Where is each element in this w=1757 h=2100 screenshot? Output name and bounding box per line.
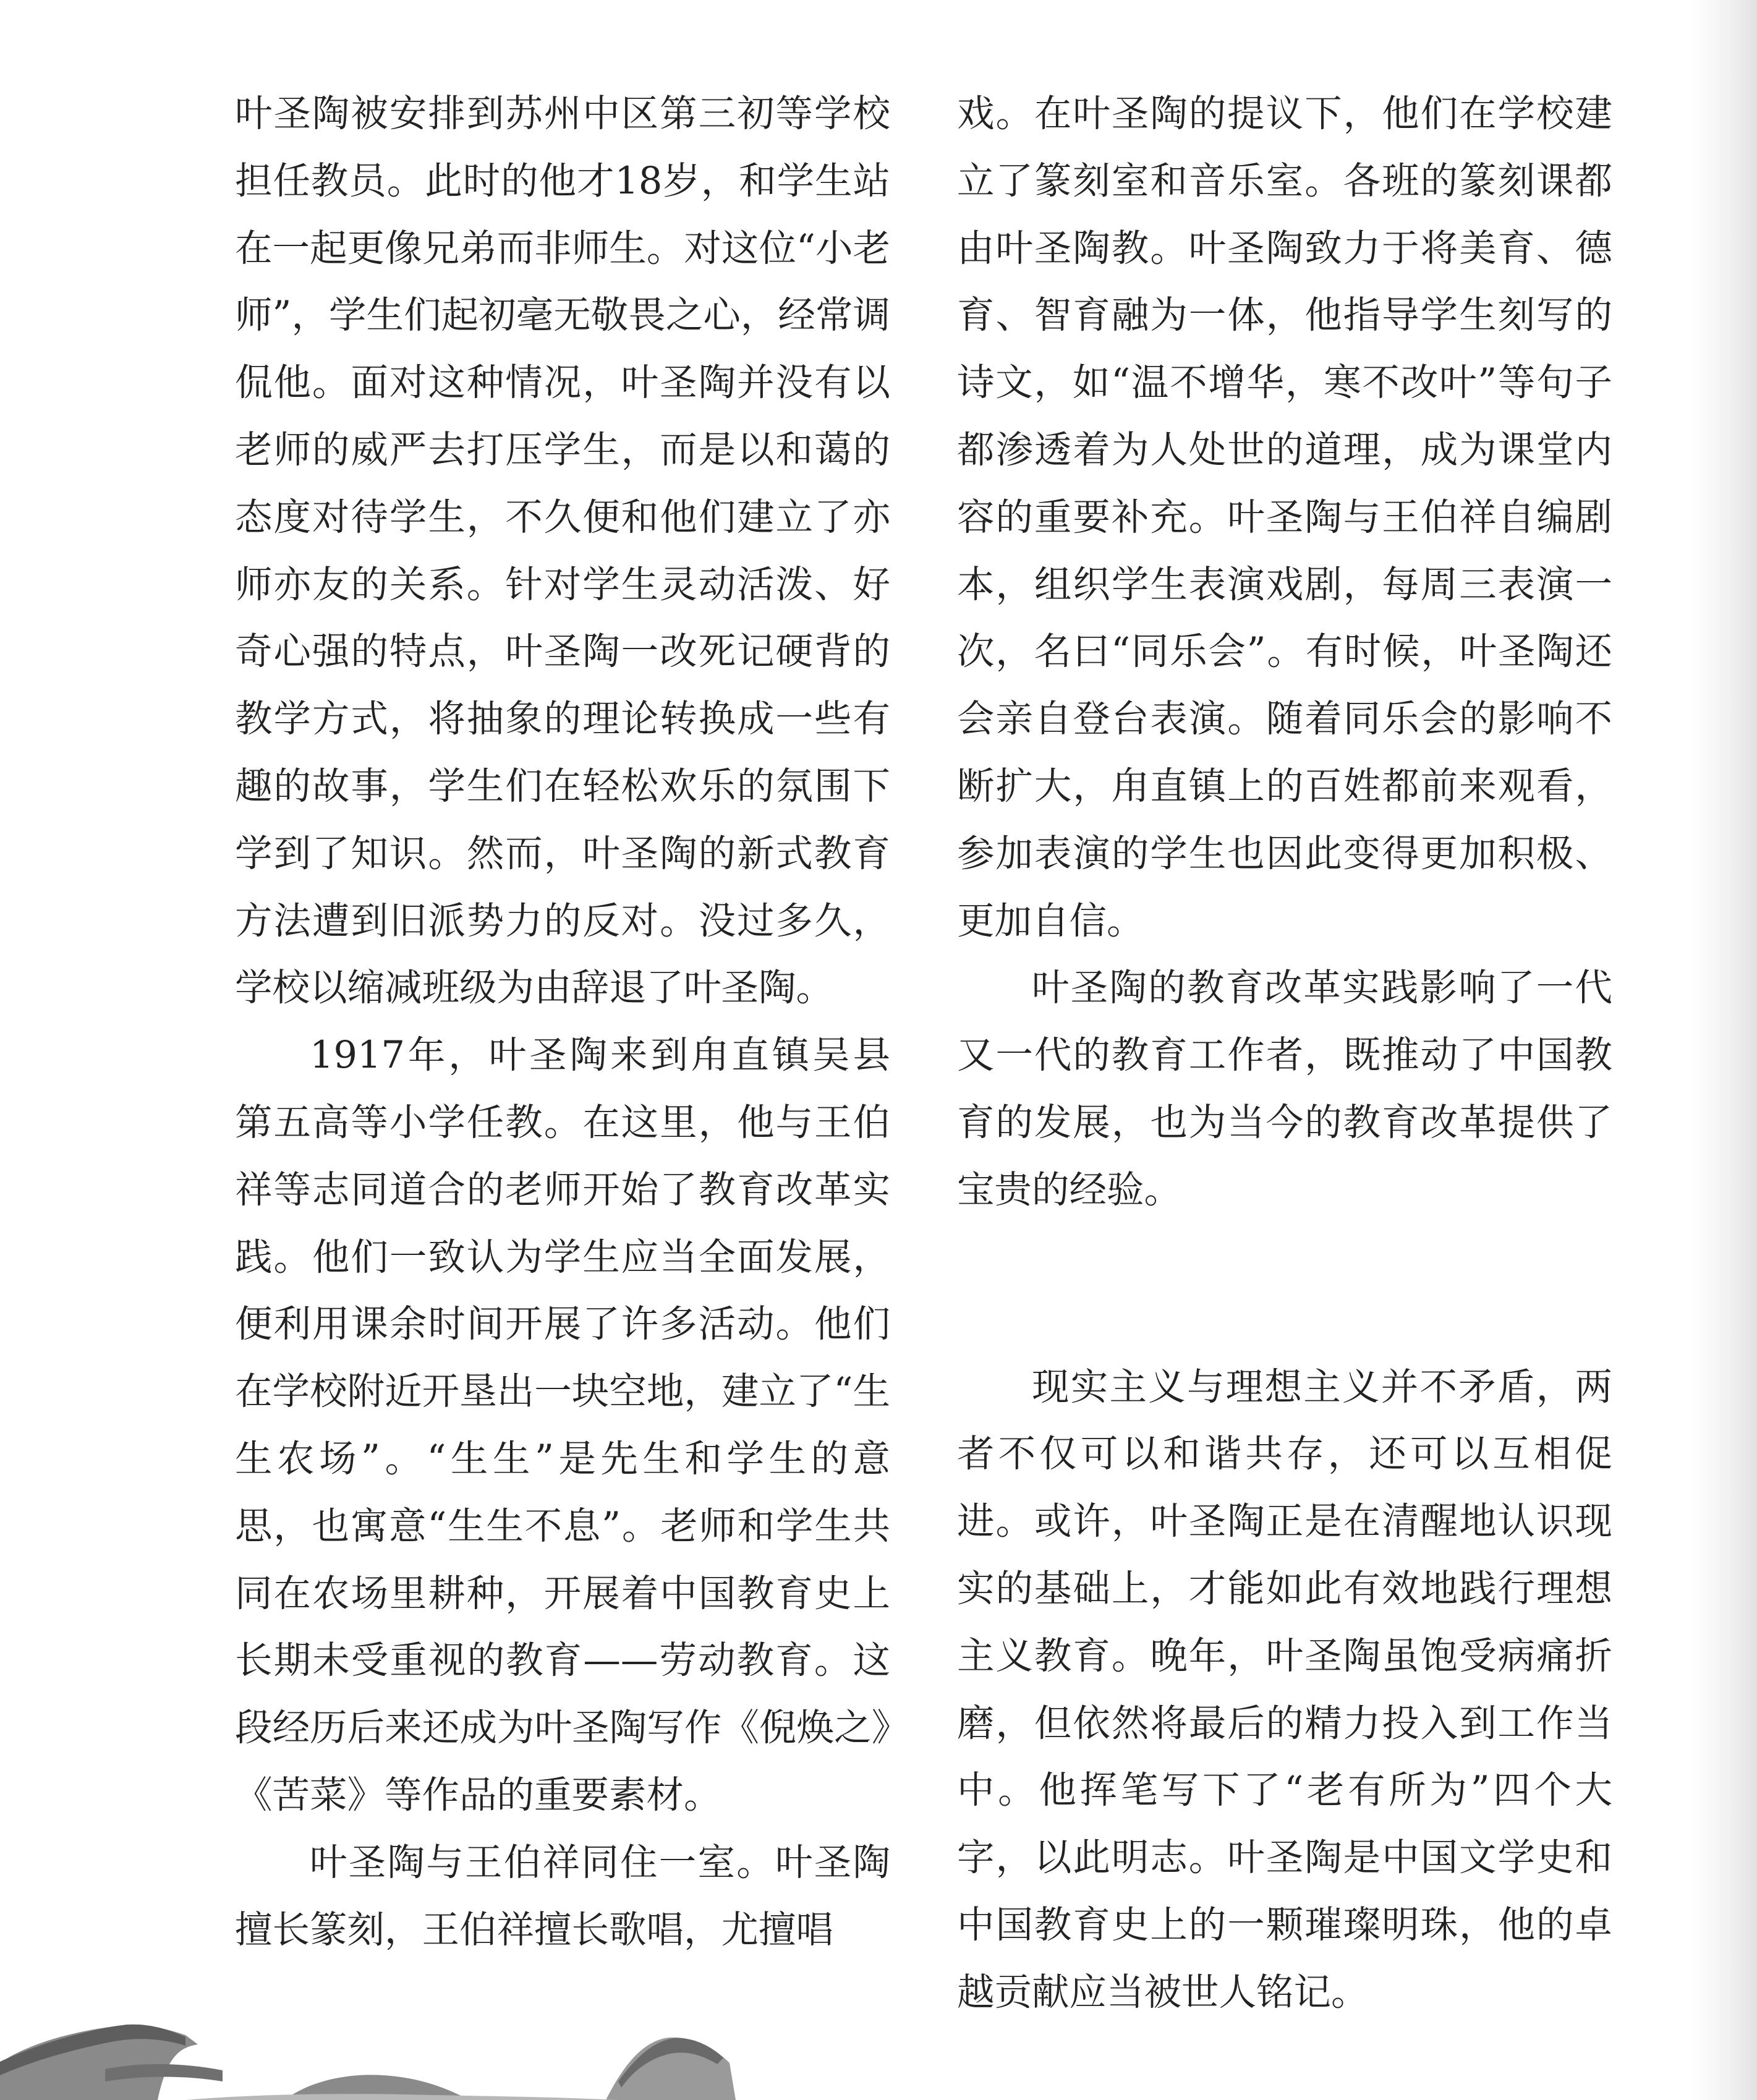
ground-wash — [185, 2094, 618, 2100]
paragraph-influence: 叶圣陶的教育改革实践影响了一代又一代的教育工作者，既推动了中国教育的发展，也为当今的教育改革提供了宝贵的经验。 — [957, 966, 1612, 1212]
paragraph-conclusion: 现实主义与理想主义并不矛盾，两者不仅可以和谐共存，还可以互相促进。或许，叶圣陶正是在清醒地认识现实的基础上，才能如此有效地践行理想主义教育。晚年，叶圣陶虽饱受病痛折磨，但依然将最后的精力投入到工作当中。他挥笔写下了“老有所为”四个大字，以此明志。叶圣陶是中国文学史和中国教育史上的一颗璀璨明珠，他的卓越贡献应当被世人铭记。 — [957, 1365, 1612, 2014]
paragraph-shared-room: 叶圣陶与王伯祥同住一室。叶圣陶擅长篆刻，王伯祥擅长歌唱，尤擅唱 — [235, 1840, 890, 1952]
paragraph-1917-reform: 1917年，叶圣陶来到甪直镇吴县第五高等小学任教。在这里，他与王伯祥等志同道合的老师开始了教育改革实践。他们一致认为学生应当全面发展，便利用课余时间开展了许多活动。他们在学校附近开垦出一块空地，建立了“生生农场”。“生生”是先生和学生的意思，也寓意“生生不息”。老师和学生共同在农场里耕种，开展着中国教育史上长期未受重视的教育——劳动教育。这段经历后来还成为叶圣陶写作《倪焕之》《苦菜》等作品的重要素材。 — [235, 1034, 890, 1817]
section-gap — [957, 1224, 1612, 1354]
left-text-column — [235, 80, 890, 1963]
eave-left — [105, 2064, 223, 2081]
paragraph-art-rooms: 戏。在叶圣陶的提议下，他们在学校建立了篆刻室和音乐室。各班的篆刻课都由叶圣陶教。叶圣陶致力于将美育、德育、智育融为一体，他指导学生刻写的诗文，如“温不增华，寒不改叶”等句子都渗透着为人处世的道理，成为课堂内容的重要补充。叶圣陶与王伯祥自编剧本，组织学生表演戏剧，每周三表演一次，名曰“同乐会”。有时候，叶圣陶还会亲自登台表演。随着同乐会的影响不断扩大，甪直镇上的百姓都前来观看，参加表演的学生也因此变得更加积极、更加自信。 — [957, 92, 1612, 943]
paragraph-first-school: 叶圣陶被安排到苏州中区第三初等学校担任教员。此时的他才18岁，和学生站在一起更像兄弟而非师生。对这位“小老师”，学生们起初毫无敬畏之心，经常调侃他。面对这种情况，叶圣陶并没有以老师的威严去打压学生，而是以和蔼的态度对待学生，不久便和他们建立了亦师亦友的关系。针对学生灵动活泼、好奇心强的特点，叶圣陶一改死记硬背的教学方式，将抽象的理论转换成一些有趣的故事，学生们在轻松欢乐的氛围下学到了知识。然而，叶圣陶的新式教育方法遭到旧派势力的反对。没过多久，学校以缩减班级为由辞退了叶圣陶。 — [235, 92, 890, 1010]
page-edge-shadow — [1689, 0, 1757, 2100]
right-text-column — [957, 80, 1612, 2026]
ink-rooftops-illustration — [0, 1989, 773, 2100]
